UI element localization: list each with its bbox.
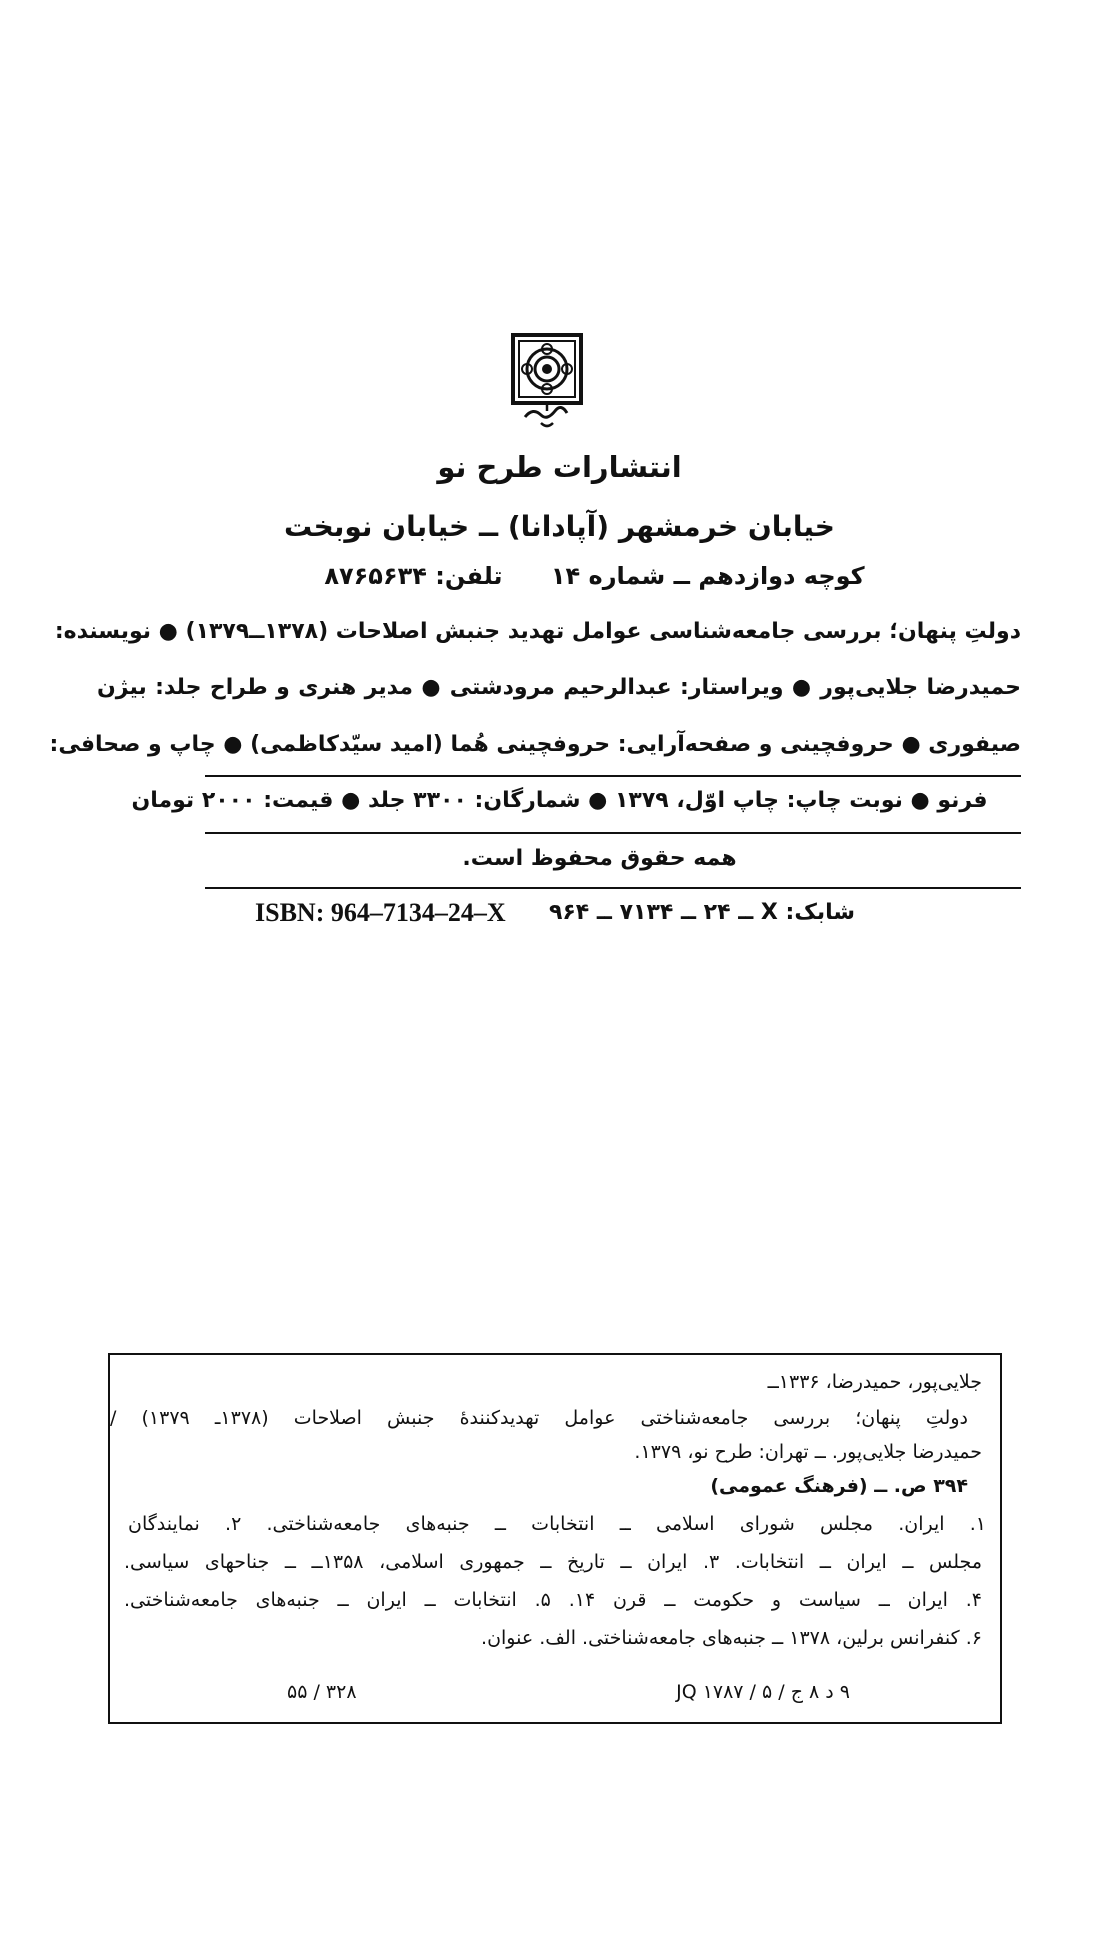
catalog-subject: ۶. کنفرانس برلین، ۱۳۷۸ ــ جنبه‌های جامعه‌شناختی. الف. عنوان. — [481, 1627, 982, 1649]
publisher-phone: تلفن: ۸۷۶۵۶۳۴ — [324, 562, 503, 590]
catalog-subject: ۴. ایران ــ سیاست و حکومت ــ قرن ۱۴. ۵. انتخابات ــ ایران ــ جنبه‌های جامعه‌شناختی. — [124, 1589, 982, 1611]
catalog-subject: مجلس ــ ایران ــ انتخابات. ۳. ایران ــ تاریخ ــ جمهوری اسلامی، ۱۳۵۸ــ ــ جناحهای سیاسی. — [124, 1551, 983, 1573]
divider — [205, 887, 1021, 889]
catalog-classification: ۹ د ۸ ج / ۵ / JQ ۱۷۸۷ — [676, 1681, 850, 1703]
catalog-subject: ۱. ایران. مجلس شورای اسلامی ــ انتخابات ــ جنبه‌های جامعه‌شناختی. ۲. نمایندگان — [128, 1513, 986, 1535]
isbn-latin: ISBN: 964–7134–24–X — [255, 898, 506, 927]
cataloging-record — [108, 1353, 1002, 1724]
catalog-author: جلایی‌پور، حمیدرضا، ۱۳۳۶ــ — [767, 1371, 982, 1393]
credits-line-1: دولتِ پنهان؛ بررسی جامعه‌شناسی عوامل تهدید جنبش اصلاحات (۱۳۷۸ــ۱۳۷۹) ● نویسنده: — [54, 619, 1021, 644]
divider — [205, 832, 1021, 834]
catalog-title: دولتِ پنهان؛ بررسی جامعه‌شناختی عوامل تهدیدکنندهٔ جنبش اصلاحات (۱۳۷۸ـ ۱۳۷۹) / — [110, 1407, 968, 1429]
catalog-imprint: حمیدرضا جلایی‌پور. ــ تهران: طرح نو، ۱۳۷۹. — [634, 1441, 982, 1463]
isbn-row — [255, 898, 855, 932]
alley-number: کوچه دوازدهم ــ شماره ۱۴ — [550, 562, 865, 590]
catalog-dewey: ۳۲۸ / ۵۵ — [287, 1681, 357, 1703]
divider — [205, 775, 1021, 777]
publisher-logo — [511, 333, 583, 433]
publisher-address-alley — [35, 562, 1119, 590]
credits-line-3: صیفوری ● حروفچینی و صفحه‌آرایی: حروفچینی هُما (امید سیّدکاظمی) ● چاپ و صحافی: — [49, 732, 1021, 757]
isbn-persian: شابک: X ــ ۲۴ ــ ۷۱۳۴ ــ ۹۶۴ — [548, 900, 855, 925]
publisher-name: انتشارات طرح نو — [437, 450, 682, 484]
publisher-address-street: خیابان خرمشهر (آپادانا) ــ خیابان نوبخت — [284, 510, 835, 543]
copyright-notice: همه حقوق محفوظ است. — [462, 846, 737, 871]
print-info: فرنو ● نوبت چاپ: چاپ اوّل، ۱۳۷۹ ● شمارگان: ۳۳۰۰ جلد ● قیمت: ۲۰۰۰ تومان — [131, 788, 988, 813]
credits-line-2: حمیدرضا جلایی‌پور ● ویراستار: عبدالرحیم مرودشتی ● مدیر هنری و طراح جلد: بیژن — [97, 675, 1021, 700]
catalog-pages: ۳۹۴ ص. ــ (فرهنگ عمومی) — [710, 1475, 968, 1497]
